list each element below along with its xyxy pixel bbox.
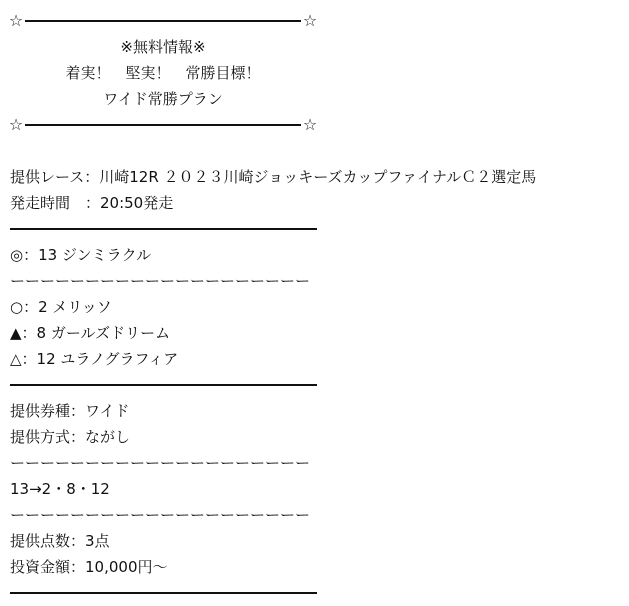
header-box	[8, 8, 318, 138]
ticket-points: 提供点数：3点	[10, 532, 110, 550]
free-info-label: ※無料情報※	[120, 38, 206, 56]
dash-divider: ーーーーーーーーーーーーーーーーーーーー	[10, 272, 311, 290]
pick-taikou: ○：2 メリッソ	[10, 298, 112, 316]
star-divider-bottom	[8, 112, 318, 138]
plan-name: ワイド常勝プラン	[103, 90, 223, 108]
star-icon: ☆	[302, 11, 318, 30]
tagline: 着実！ 堅実！ 常勝目標！	[65, 64, 261, 82]
ticket-combination: 13→2・8・12	[10, 480, 110, 498]
start-time: 発走時間 ：20:50発走	[10, 194, 174, 212]
solid-divider	[10, 580, 622, 606]
solid-divider	[10, 372, 622, 398]
star-divider-top	[8, 8, 318, 34]
divider-line	[25, 20, 301, 22]
pick-tanana: ▲：8 ガールズドリーム	[10, 324, 171, 342]
ticket-type: 提供券種：ワイド	[10, 402, 130, 420]
pick-honmei: ◎：13 ジンミラクル	[10, 246, 152, 264]
star-icon: ☆	[302, 115, 318, 134]
dash-divider: ーーーーーーーーーーーーーーーーーーーー	[10, 506, 311, 524]
solid-divider	[10, 216, 622, 242]
dash-divider: ーーーーーーーーーーーーーーーーーーーー	[10, 454, 311, 472]
provided-race: 提供レース：川崎12R ２０２３川崎ジョッキーズカップファイナルＣ２選定馬	[10, 168, 537, 186]
ticket-investment: 投資金額：10,000円～	[10, 558, 168, 576]
divider-line	[25, 124, 301, 126]
content	[10, 164, 622, 606]
ticket-method: 提供方式：ながし	[10, 428, 131, 446]
star-icon: ☆	[8, 115, 24, 134]
pick-renka: △：12 ユラノグラフィア	[10, 350, 179, 368]
star-icon: ☆	[8, 11, 24, 30]
